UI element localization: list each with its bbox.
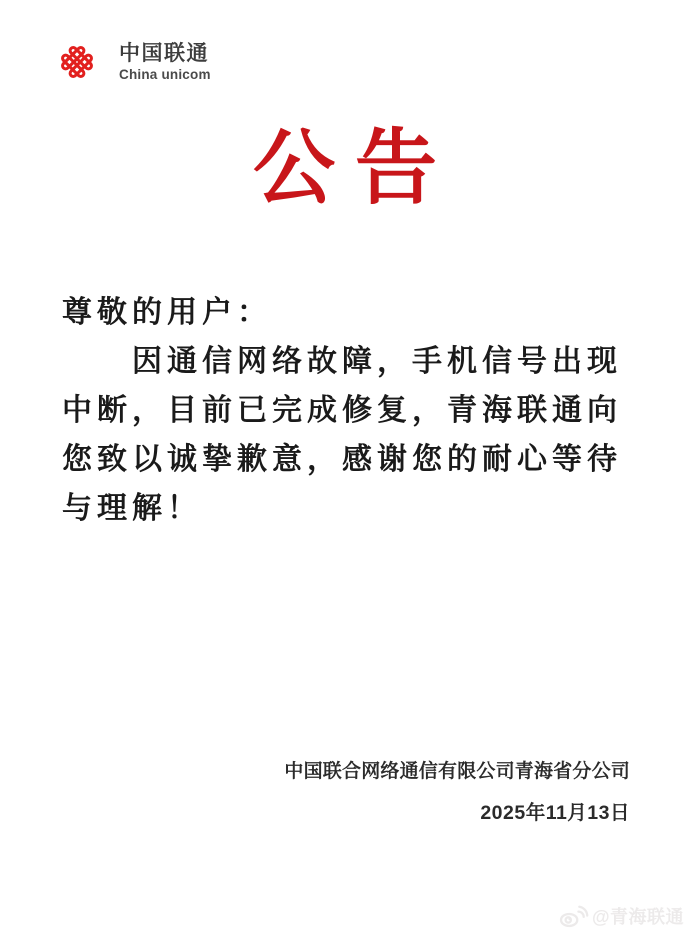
announcement-date: 2025年11月13日 <box>480 802 630 824</box>
body-line: 中断，目前已完成修复，青海联通向 <box>62 394 622 427</box>
body-line: 您致以诚挚歉意，感谢您的耐心等待 <box>62 443 622 476</box>
watermark-label: @青海联通 <box>591 907 684 927</box>
announcement-body <box>62 288 628 533</box>
unicom-knot-icon <box>48 33 106 91</box>
body-line: 因通信网络故障，手机信号出现 <box>132 345 622 378</box>
announcement-title: 公告 <box>252 120 457 216</box>
brand-name-cn: 中国联通 <box>119 42 209 65</box>
brand-name-en: China unicom <box>119 67 211 82</box>
signature-block <box>284 756 630 825</box>
body-line: 与理解！ <box>62 492 202 525</box>
brand-logo <box>48 33 211 91</box>
company-name: 中国联合网络通信有限公司青海省分公司 <box>284 761 630 782</box>
salutation-line: 尊敬的用户： <box>62 296 272 329</box>
brand-text <box>119 42 211 82</box>
weibo-watermark <box>559 903 684 929</box>
weibo-icon <box>559 904 589 928</box>
